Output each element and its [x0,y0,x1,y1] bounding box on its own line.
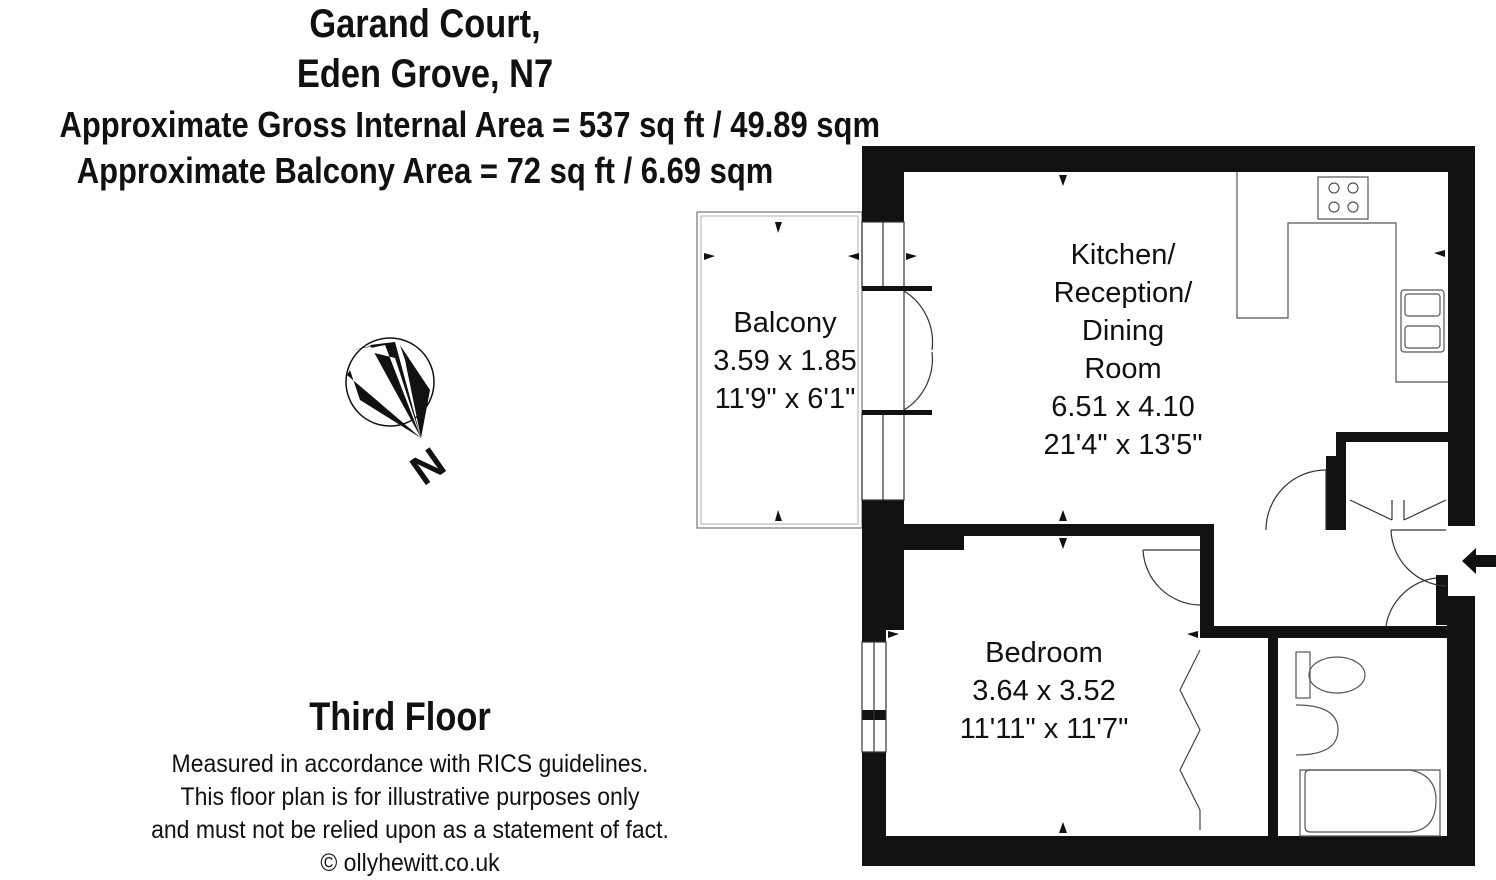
wardrobe [1180,650,1200,830]
disclaimer-line: Measured in accordance with RICS guidelines. [171,750,649,778]
compass-icon [346,338,434,438]
balcony-area: Approximate Balcony Area = 72 sq ft / 6.69 sqm [76,150,774,191]
building-name: Garand Court, [309,2,541,46]
bedroom-label: Bedroom 3.64 x 3.52 11'11" x 11'7" [959,637,1129,745]
balcony-door [904,291,933,410]
disclaimer-line: This floor plan is for illustrative purposes only [180,783,640,811]
address: Eden Grove, N7 [296,52,554,96]
kitchen-worktop [1237,172,1448,382]
floor-label: Third Floor [309,695,491,739]
disclaimer-line: and must not be relied upon as a statement of fact. [151,816,669,844]
compass-north-label: N [401,438,454,495]
kitchen-label: Kitchen/ Reception/ Dining Room 6.51 x 4.10 21'4" x 13'5" [1043,239,1203,461]
bathroom-fixtures [1296,652,1440,836]
balcony-label: Balcony 3.59 x 1.85 11'9" x 6'1" [713,307,857,415]
entrance-arrow [1462,548,1496,574]
copyright: © ollyhewitt.co.uk [320,849,500,877]
gross-area: Approximate Gross Internal Area = 537 sq ft / 49.89 sqm [59,104,880,145]
interior-doors [1143,470,1446,626]
